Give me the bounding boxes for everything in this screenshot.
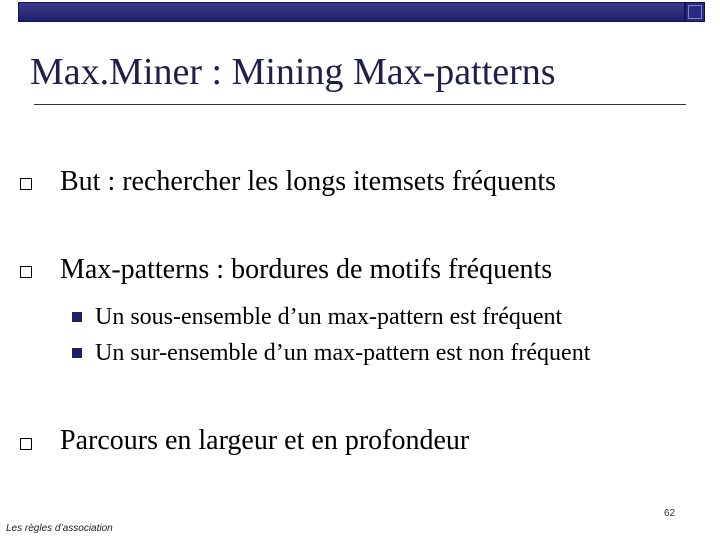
footer-text: Les règles d’association bbox=[6, 523, 113, 534]
page-number: 62 bbox=[664, 508, 676, 519]
filled-square-bullet-icon bbox=[72, 312, 82, 322]
bullet-item: Max-patterns : bordures de motifs fréquents bbox=[60, 254, 553, 285]
bullet-item: Parcours en largeur et en profondeur bbox=[60, 425, 470, 456]
sub-bullet-item: Un sur-ensemble d’un max-pattern est non fréquent bbox=[95, 340, 591, 366]
hollow-square-bullet-icon bbox=[20, 178, 32, 190]
hollow-square-bullet-icon bbox=[20, 438, 32, 450]
corner-square-inner bbox=[688, 5, 702, 19]
title-divider bbox=[34, 104, 686, 105]
header-bar bbox=[18, 2, 685, 22]
slide-title: Max.Miner : Mining Max-patterns bbox=[30, 51, 556, 93]
sub-bullet-item: Un sous-ensemble d’un max-pattern est fréquent bbox=[95, 304, 563, 330]
bullet-item: But : rechercher les longs itemsets fréquents bbox=[60, 166, 557, 197]
filled-square-bullet-icon bbox=[72, 348, 82, 358]
hollow-square-bullet-icon bbox=[20, 266, 32, 278]
